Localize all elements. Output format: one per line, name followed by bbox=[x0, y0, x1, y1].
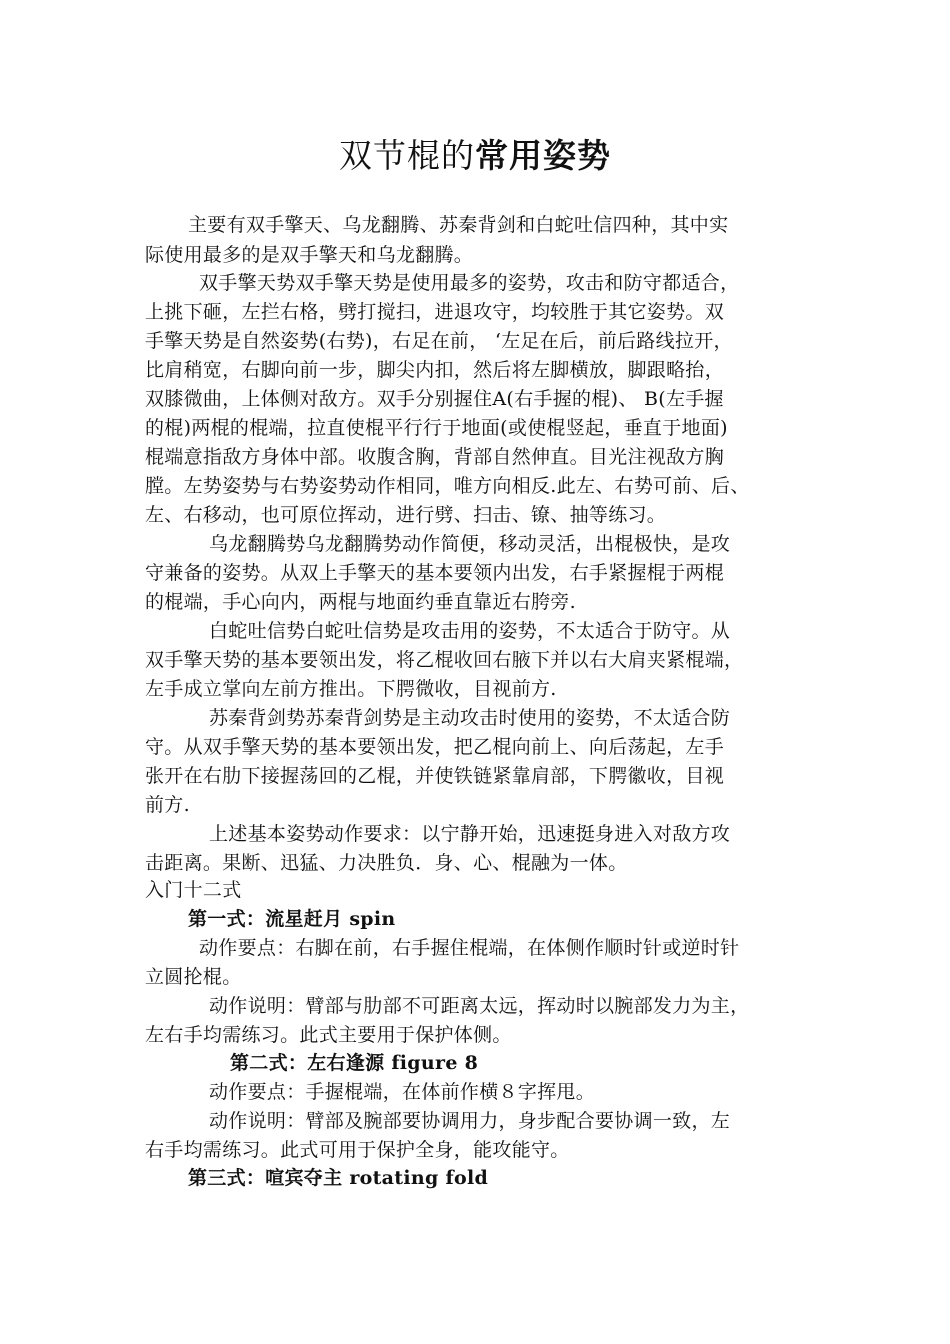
section-heading: 入门十二式 bbox=[145, 879, 242, 901]
text-line: 上述基本姿势动作要求：以宁静开始，迅速挺身进入对敌方攻 bbox=[209, 823, 731, 845]
form-heading: 第一式：流星赶月 spin bbox=[188, 908, 396, 930]
text-line: 动作要点：右脚在前，右手握住棍端，在体侧作顺时针或逆时针 bbox=[199, 937, 740, 959]
text-line: 上挑下砸，左拦右格，劈打搅扫，进退攻守，均较胜于其它姿势。双 bbox=[145, 301, 725, 323]
text-line: 的棍)两棍的棍端，拉直使棍平行行于地面(或使棍竖起，垂直于地面) bbox=[145, 417, 728, 439]
text-line: 白蛇吐信势白蛇吐信势是攻击用的姿势，不太适合于防守。从 bbox=[209, 620, 731, 642]
title-normal-part: 双节棍的 bbox=[339, 136, 475, 175]
text-line: 际使用最多的是双手擎天和乌龙翻腾。 bbox=[145, 244, 474, 266]
text-line: 双手擎天势双手擎天势是使用最多的姿势，攻击和防守都适合， bbox=[199, 272, 740, 294]
text-line: 主要有双手擎天、乌龙翻腾、苏秦背剑和白蛇吐信四种，其中实 bbox=[188, 214, 729, 236]
page-title bbox=[0, 134, 950, 178]
title-bold-part: 常用姿势 bbox=[475, 136, 611, 175]
text-line: 左右手均需练习。此式主要用于保护体侧。 bbox=[145, 1024, 512, 1046]
text-line: 棍端意指敌方身体中部。收腹含胸，背部自然伸直。目光注视敌方胸 bbox=[145, 446, 725, 468]
text-line: 双膝微曲，上体侧对敌方。双手分别握住A(右手握的棍)、 B(左手握 bbox=[145, 388, 724, 410]
text-line: 比肩稍宽，右脚向前一步，脚尖内扣，然后将左脚横放，脚跟略抬， bbox=[145, 359, 725, 381]
text-line: 击距离。果断、迅猛、力决胜负．身、心、棍融为一体。 bbox=[145, 852, 628, 874]
text-line: 手擎天势是自然姿势(右势)，右足在前， ‘左足在后，前后路线拉开， bbox=[145, 330, 733, 352]
text-line: 张开在右肋下接握荡回的乙棍，并使铁链紧靠肩部，下腭徽收，目视 bbox=[145, 765, 725, 787]
text-line: 左、右移动，也可原位挥动，进行劈、扫击、镣、抽等练习。 bbox=[145, 504, 667, 526]
text-line: 动作说明：臂部与肋部不可距离太远，挥动时以腕部发力为主， bbox=[209, 995, 750, 1017]
text-line: 乌龙翻腾势乌龙翻腾势动作简便，移动灵活，出棍极快，是攻 bbox=[209, 533, 731, 555]
text-line: 的棍端，手心向内，两棍与地面约垂直靠近右胯旁. bbox=[145, 591, 576, 613]
text-line: 左手成立掌向左前方推出。下腭微收，目视前方. bbox=[145, 678, 557, 700]
text-line: 双手擎天势的基本要领出发，将乙棍收回右腋下并以右大肩夹紧棍端， bbox=[145, 649, 744, 671]
text-line: 苏秦背剑势苏秦背剑势是主动攻击时使用的姿势，不太适合防 bbox=[209, 707, 731, 729]
form-heading: 第三式：喧宾夺主 rotating fold bbox=[188, 1167, 489, 1189]
text-line: 动作要点：手握棍端，在体前作横８字挥甩。 bbox=[209, 1081, 596, 1103]
form-heading: 第二式：左右逢源 figure 8 bbox=[230, 1052, 479, 1074]
text-line: 膛。左势姿势与右势姿势动作相同，唯方向相反.此左、右势可前、后、 bbox=[145, 475, 750, 497]
text-line: 守。从双手擎天势的基本要领出发，把乙棍向前上、向后荡起，左手 bbox=[145, 736, 725, 758]
text-line: 守兼备的姿势。从双上手擎天的基本要领内出发，右手紧握棍于两棍 bbox=[145, 562, 725, 584]
text-line: 右手均需练习。此式可用于保护全身，能攻能守。 bbox=[145, 1139, 570, 1161]
text-line: 动作说明：臂部及腕部要协调用力，身步配合要协调一致，左 bbox=[209, 1110, 731, 1132]
text-line: 前方. bbox=[145, 794, 190, 816]
text-line: 立圆抡棍。 bbox=[145, 966, 242, 988]
